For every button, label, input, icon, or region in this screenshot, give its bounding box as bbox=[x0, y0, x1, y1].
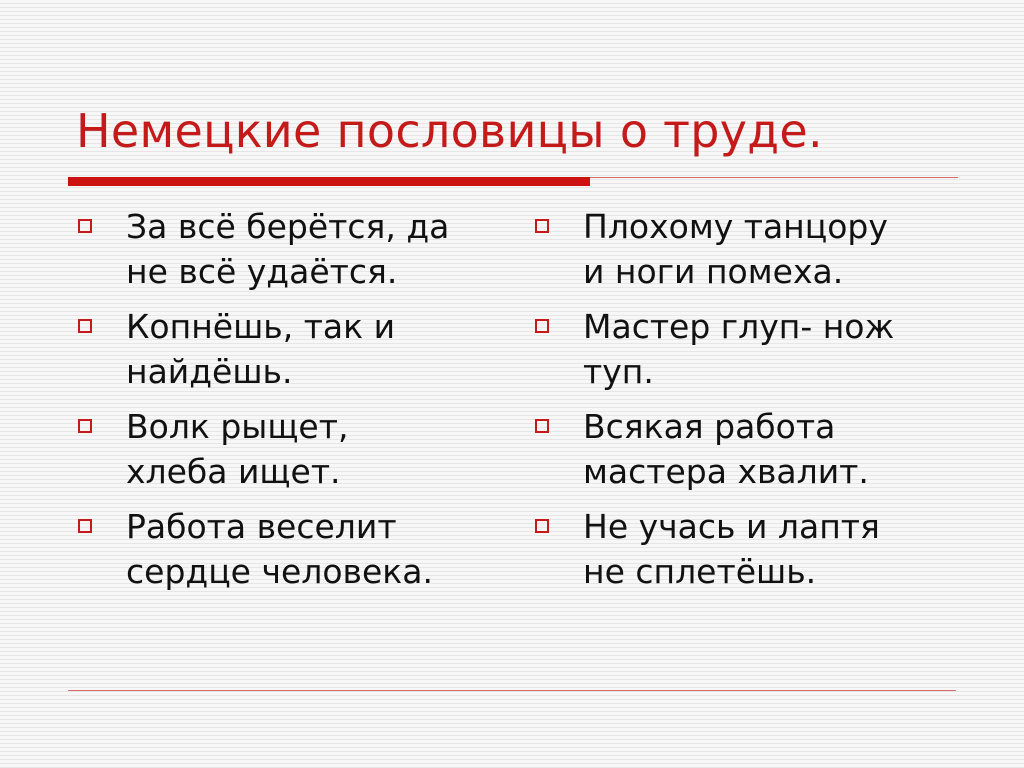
square-bullet-icon bbox=[535, 419, 549, 433]
title-underline-thick bbox=[68, 177, 590, 186]
proverb-line: Всякая работа bbox=[583, 407, 836, 446]
proverb-line: Волк рыщет, bbox=[126, 407, 349, 446]
left-proverb-list bbox=[76, 204, 496, 604]
proverb-line: Мастер глуп- нож bbox=[583, 307, 895, 346]
square-bullet-icon bbox=[535, 519, 549, 533]
square-bullet-icon bbox=[78, 319, 92, 333]
proverb-line: не всё удаётся. bbox=[126, 252, 398, 291]
footer-divider bbox=[68, 690, 956, 691]
proverb-line: туп. bbox=[583, 352, 654, 391]
list-item bbox=[533, 504, 953, 594]
proverb-line: не сплетёшь. bbox=[583, 552, 817, 591]
square-bullet-icon bbox=[78, 219, 92, 233]
list-item bbox=[533, 204, 953, 294]
square-bullet-icon bbox=[78, 419, 92, 433]
square-bullet-icon bbox=[78, 519, 92, 533]
proverb-line: Плохому танцору bbox=[583, 207, 888, 246]
proverb-line: Копнёшь, так и bbox=[126, 307, 396, 346]
list-item bbox=[76, 404, 496, 494]
slide-title: Немецкие пословицы о труде. bbox=[76, 104, 823, 158]
proverb-line: За всё берётся, да bbox=[126, 207, 450, 246]
list-item bbox=[533, 404, 953, 494]
square-bullet-icon bbox=[535, 319, 549, 333]
proverb-line: сердце человека. bbox=[126, 552, 433, 591]
right-proverb-list bbox=[533, 204, 953, 604]
title-underline-thin bbox=[590, 177, 958, 178]
proverb-line: и ноги помеха. bbox=[583, 252, 844, 291]
list-item bbox=[76, 304, 496, 394]
proverb-line: Работа веселит bbox=[126, 507, 397, 546]
proverb-line: найдёшь. bbox=[126, 352, 293, 391]
proverb-line: Не учась и лаптя bbox=[583, 507, 880, 546]
square-bullet-icon bbox=[535, 219, 549, 233]
list-item bbox=[533, 304, 953, 394]
list-item bbox=[76, 504, 496, 594]
proverb-line: мастера хвалит. bbox=[583, 452, 869, 491]
proverb-line: хлеба ищет. bbox=[126, 452, 341, 491]
list-item bbox=[76, 204, 496, 294]
